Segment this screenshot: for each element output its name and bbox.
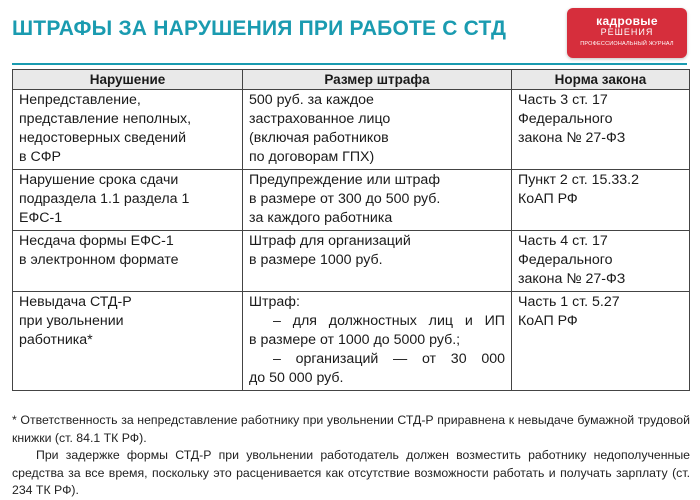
kadrovye-resheniya-logo[interactable] [567, 8, 687, 58]
cell-line: Часть 1 ст. 5.27 [518, 294, 620, 310]
cell-line: 500 руб. за каждое [249, 92, 374, 108]
cell-line: застрахованное лицо [249, 111, 391, 127]
cell-line: по договорам ГПХ) [249, 149, 375, 165]
column-header-fine: Размер штрафа [243, 70, 512, 90]
cell-line: в электронном формате [19, 252, 179, 268]
cell-line: Невыдача СТД-Р [19, 294, 132, 310]
logo-line-1: кадровые [596, 14, 658, 28]
cell-line: при увольнении [19, 313, 124, 329]
cell-line: Штраф: [249, 294, 300, 310]
law-cell [512, 170, 690, 231]
fine-cell [243, 170, 512, 231]
cell-line: КоАП РФ [518, 191, 578, 207]
page-title: ШТРАФЫ ЗА НАРУШЕНИЯ ПРИ РАБОТЕ С СТД [12, 17, 507, 40]
footnote-1: * Ответственность за непредставление работнику при увольнении СТД-Р приравнена к невыдаче бумажной трудовой книжки (ст. 84.1 ТК РФ). [12, 413, 690, 445]
cell-line: за каждого работника [249, 210, 393, 226]
cell-line: закона № 27-ФЗ [518, 130, 626, 146]
fine-cell [243, 90, 512, 170]
cell-line: в СФР [19, 149, 61, 165]
table-row [13, 90, 690, 170]
column-header-violation: Нарушение [13, 70, 243, 90]
violation-cell [13, 170, 243, 231]
cell-line: Предупреждение или штраф [249, 172, 440, 188]
cell-line: ЕФС-1 [19, 210, 63, 226]
cell-line: Штраф для организаций [249, 233, 411, 249]
table-row [13, 292, 690, 391]
cell-line: Несдача формы ЕФС-1 [19, 233, 174, 249]
logo-line-3: ПРОФЕССИОНАЛЬНЫЙ ЖУРНАЛ [580, 41, 674, 47]
fines-table [12, 69, 690, 391]
cell-line: до 50 000 руб. [249, 370, 344, 386]
cell-line: представление неполных, [19, 111, 192, 127]
footnotes [12, 412, 690, 500]
cell-line: Федерального [518, 111, 613, 127]
cell-line: работника* [19, 332, 93, 348]
cell-line: Часть 4 ст. 17 [518, 233, 608, 249]
cell-line: Часть 3 ст. 17 [518, 92, 608, 108]
fine-cell [243, 292, 512, 391]
cell-line: (включая работников [249, 130, 389, 146]
cell-line: Непредставление, [19, 92, 141, 108]
cell-line: Нарушение срока сдачи [19, 172, 179, 188]
violation-cell [13, 90, 243, 170]
logo-line-2: РЕШЕНИЯ [600, 27, 654, 37]
fine-cell [243, 231, 512, 292]
cell-line: недостоверных сведений [19, 130, 187, 146]
footnote-2: При задержке формы СТД-Р при увольнении работодатель должен возместить работнику недополученные средства за все время, поскольку это расценивается как отсутствие возможности работать и получать зарплату (ст. 234 ТК РФ). [12, 448, 690, 497]
violation-cell [13, 292, 243, 391]
table-row [13, 170, 690, 231]
cell-line: Пункт 2 ст. 15.33.2 [518, 172, 640, 188]
cell-line: в размере от 1000 до 5000 руб.; [249, 332, 461, 348]
column-header-law: Норма закона [512, 70, 690, 90]
cell-line: КоАП РФ [518, 313, 578, 329]
cell-line: в размере 1000 руб. [249, 252, 383, 268]
cell-line: Федерального [518, 252, 613, 268]
table-row [13, 231, 690, 292]
table-header-row [13, 70, 690, 90]
law-cell [512, 292, 690, 391]
cell-line: в размере от 300 до 500 руб. [249, 191, 441, 207]
cell-line: – организаций — от 30 000 [273, 351, 505, 367]
law-cell [512, 231, 690, 292]
law-cell [512, 90, 690, 170]
cell-line: – для должностных лиц и ИП [273, 313, 505, 329]
title-divider [12, 63, 687, 65]
violation-cell [13, 231, 243, 292]
cell-line: закона № 27-ФЗ [518, 271, 626, 287]
cell-line: подраздела 1.1 раздела 1 [19, 191, 190, 207]
